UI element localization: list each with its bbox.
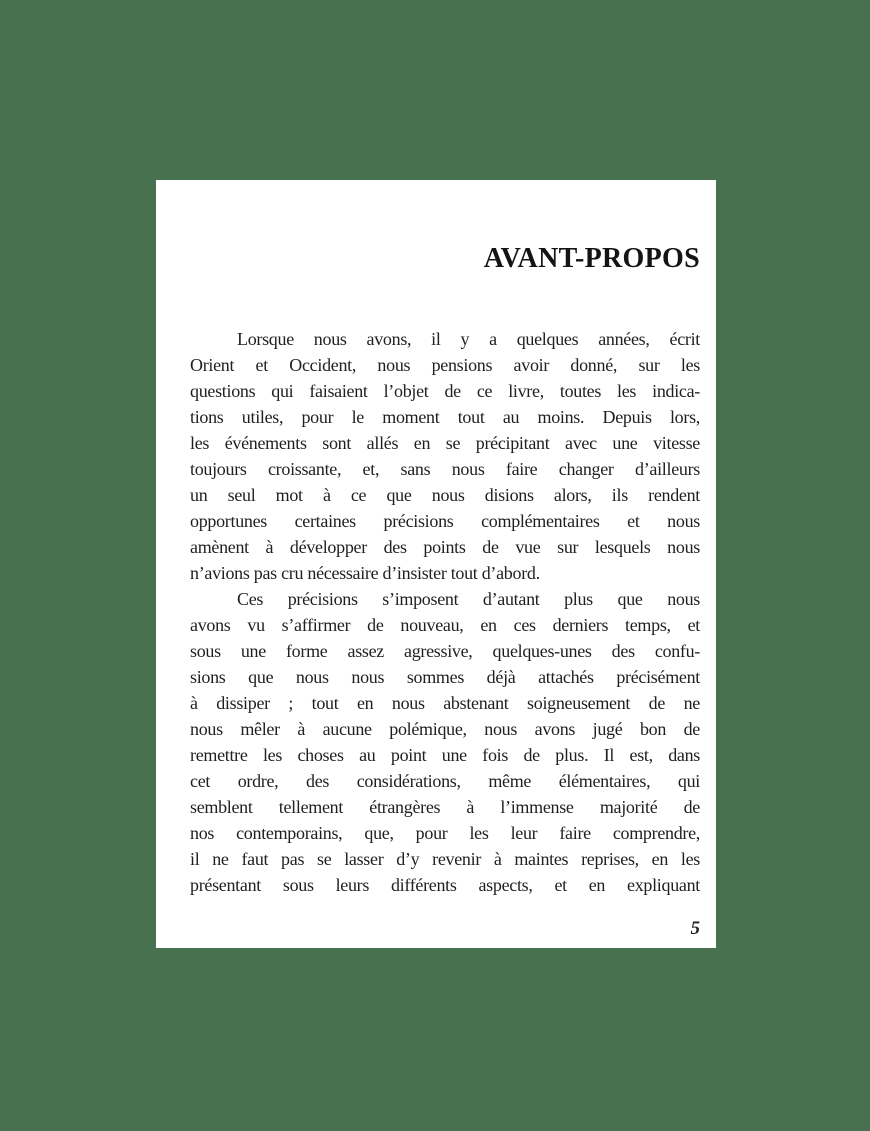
text-line: Ces précisions s’imposent d’autant plus que nous bbox=[237, 589, 700, 609]
text-line: Lorsque nous avons, il y a quelques années, écrit bbox=[237, 329, 700, 349]
text-line: semblent tellement étrangères à l’immense majorité de bbox=[190, 797, 700, 817]
page-title: AVANT-PROPOS bbox=[483, 243, 700, 274]
text-line: un seul mot à ce que nous disions alors, ils rendent bbox=[190, 485, 700, 505]
text-line: remettre les choses au point une fois de plus. Il est, dans bbox=[190, 745, 700, 765]
text-line: sions que nous nous sommes déjà attachés précisément bbox=[190, 667, 700, 687]
text-line: Orient et Occident, nous pensions avoir donné, sur les bbox=[190, 355, 700, 375]
text-line: amènent à développer des points de vue sur lesquels nous bbox=[190, 537, 700, 557]
text-line: avons vu s’affirmer de nouveau, en ces derniers temps, et bbox=[190, 615, 700, 635]
text-line: opportunes certaines précisions complémentaires et nous bbox=[190, 511, 700, 531]
text-line: n’avions pas cru nécessaire d’insister tout d’abord. bbox=[190, 563, 540, 583]
text-line: sous une forme assez agressive, quelques-unes des confu- bbox=[190, 641, 700, 661]
text-line: les événements sont allés en se précipitant avec une vitesse bbox=[190, 433, 700, 453]
page-number: 5 bbox=[690, 918, 700, 939]
text-line: cet ordre, des considérations, même élémentaires, qui bbox=[190, 771, 700, 791]
text-line: questions qui faisaient l’objet de ce livre, toutes les indica- bbox=[190, 381, 700, 401]
text-line: toujours croissante, et, sans nous faire changer d’ailleurs bbox=[190, 459, 700, 479]
text-line: nos contemporains, que, pour les leur faire comprendre, bbox=[190, 823, 700, 843]
text-line: tions utiles, pour le moment tout au moins. Depuis lors, bbox=[190, 407, 700, 427]
text-line: présentant sous leurs différents aspects, et en expliquant bbox=[190, 875, 700, 895]
body-text bbox=[190, 326, 700, 898]
text-line: nous mêler à aucune polémique, nous avons jugé bon de bbox=[190, 719, 700, 739]
text-line: à dissiper ; tout en nous abstenant soigneusement de ne bbox=[190, 693, 700, 713]
book-page bbox=[156, 180, 716, 948]
text-line: il ne faut pas se lasser d’y revenir à maintes reprises, en les bbox=[190, 849, 700, 869]
